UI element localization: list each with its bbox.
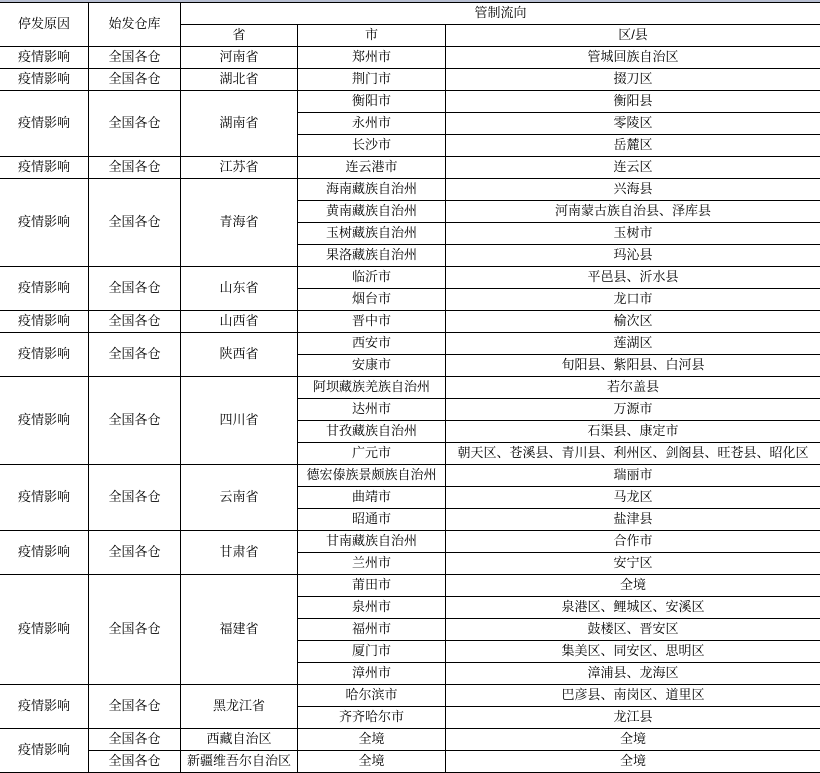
cell-city: 昭通市: [298, 509, 446, 531]
cell-district: 玉树市: [446, 223, 820, 245]
cell-province: 陕西省: [181, 333, 298, 377]
table-body: [0, 47, 820, 773]
shipping-restriction-table: [0, 2, 820, 773]
table-row: [0, 69, 820, 91]
cell-warehouse: 全国各仓: [89, 531, 181, 575]
cell-province: 山东省: [181, 267, 298, 311]
cell-warehouse: 全国各仓: [89, 333, 181, 377]
cell-city: 烟台市: [298, 289, 446, 311]
cell-district: 平邑县、沂水县: [446, 267, 820, 289]
cell-district: 全境: [446, 575, 820, 597]
cell-district: 莲湖区: [446, 333, 820, 355]
table-row: [0, 91, 820, 113]
cell-reason: 疫情影响: [0, 575, 89, 685]
cell-city: 果洛藏族自治州: [298, 245, 446, 267]
cell-city: 全境: [298, 751, 446, 773]
cell-province: 云南省: [181, 465, 298, 531]
cell-city: 临沂市: [298, 267, 446, 289]
cell-district: 连云区: [446, 157, 820, 179]
cell-city: 衡阳市: [298, 91, 446, 113]
table-row: [0, 575, 820, 597]
cell-reason: 疫情影响: [0, 179, 89, 267]
table-row: [0, 531, 820, 553]
cell-district: 岳麓区: [446, 135, 820, 157]
cell-city: 长沙市: [298, 135, 446, 157]
cell-district: 朝天区、苍溪县、青川县、利州区、剑阁县、旺苍县、昭化区: [446, 443, 820, 465]
cell-warehouse: 全国各仓: [89, 751, 181, 773]
cell-province: 江苏省: [181, 157, 298, 179]
cell-city: 全境: [298, 729, 446, 751]
cell-district: 巴彦县、南岗区、道里区: [446, 685, 820, 707]
table-header: [0, 3, 820, 47]
cell-district: 若尔盖县: [446, 377, 820, 399]
cell-city: 甘南藏族自治州: [298, 531, 446, 553]
cell-warehouse: 全国各仓: [89, 685, 181, 729]
cell-district: 马龙区: [446, 487, 820, 509]
cell-city: 福州市: [298, 619, 446, 641]
cell-district: 全境: [446, 751, 820, 773]
table-row: [0, 267, 820, 289]
cell-district: 掇刀区: [446, 69, 820, 91]
cell-district: 瑞丽市: [446, 465, 820, 487]
cell-city: 安康市: [298, 355, 446, 377]
cell-warehouse: 全国各仓: [89, 157, 181, 179]
cell-district: 龙江县: [446, 707, 820, 729]
cell-reason: 疫情影响: [0, 465, 89, 531]
cell-city: 荆门市: [298, 69, 446, 91]
cell-province: 新疆维吾尔自治区: [181, 751, 298, 773]
cell-warehouse: 全国各仓: [89, 465, 181, 531]
cell-province: 四川省: [181, 377, 298, 465]
cell-district: 漳浦县、龙海区: [446, 663, 820, 685]
cell-province: 河南省: [181, 47, 298, 69]
cell-province: 湖南省: [181, 91, 298, 157]
cell-city: 漳州市: [298, 663, 446, 685]
cell-district: 龙口市: [446, 289, 820, 311]
cell-district: 河南蒙古族自治县、泽库县: [446, 201, 820, 223]
cell-city: 达州市: [298, 399, 446, 421]
cell-city: 曲靖市: [298, 487, 446, 509]
cell-reason: 疫情影响: [0, 531, 89, 575]
table-row: [0, 179, 820, 201]
cell-district: 衡阳县: [446, 91, 820, 113]
cell-city: 郑州市: [298, 47, 446, 69]
cell-city: 厦门市: [298, 641, 446, 663]
header-flow: 管制流向: [181, 3, 820, 25]
cell-warehouse: 全国各仓: [89, 311, 181, 333]
table-row: [0, 465, 820, 487]
cell-city: 齐齐哈尔市: [298, 707, 446, 729]
cell-district: 管城回族自治区: [446, 47, 820, 69]
cell-reason: 疫情影响: [0, 333, 89, 377]
cell-city: 哈尔滨市: [298, 685, 446, 707]
cell-warehouse: 全国各仓: [89, 47, 181, 69]
cell-city: 阿坝藏族羌族自治州: [298, 377, 446, 399]
cell-warehouse: 全国各仓: [89, 179, 181, 267]
cell-warehouse: 全国各仓: [89, 575, 181, 685]
cell-district: 鼓楼区、晋安区: [446, 619, 820, 641]
cell-district: 榆次区: [446, 311, 820, 333]
cell-province: 福建省: [181, 575, 298, 685]
cell-city: 西安市: [298, 333, 446, 355]
cell-district: 旬阳县、紫阳县、白河县: [446, 355, 820, 377]
cell-warehouse: 全国各仓: [89, 267, 181, 311]
cell-reason: 疫情影响: [0, 311, 89, 333]
table-row: [0, 685, 820, 707]
cell-warehouse: 全国各仓: [89, 729, 181, 751]
cell-city: 泉州市: [298, 597, 446, 619]
table-row: [0, 377, 820, 399]
cell-district: 万源市: [446, 399, 820, 421]
cell-reason: 疫情影响: [0, 157, 89, 179]
table-row: [0, 751, 820, 773]
cell-reason: 疫情影响: [0, 69, 89, 91]
cell-city: 海南藏族自治州: [298, 179, 446, 201]
table-row: [0, 47, 820, 69]
cell-city: 晋中市: [298, 311, 446, 333]
cell-city: 德宏傣族景颇族自治州: [298, 465, 446, 487]
cell-province: 青海省: [181, 179, 298, 267]
cell-warehouse: 全国各仓: [89, 69, 181, 91]
cell-district: 石渠县、康定市: [446, 421, 820, 443]
cell-reason: 疫情影响: [0, 685, 89, 729]
cell-district: 安宁区: [446, 553, 820, 575]
header-row-1: [0, 3, 820, 25]
cell-province: 黑龙江省: [181, 685, 298, 729]
cell-city: 甘孜藏族自治州: [298, 421, 446, 443]
cell-reason: 疫情影响: [0, 91, 89, 157]
cell-province: 西藏自治区: [181, 729, 298, 751]
cell-warehouse: 全国各仓: [89, 377, 181, 465]
cell-district: 合作市: [446, 531, 820, 553]
cell-reason: 疫情影响: [0, 267, 89, 311]
cell-reason: 疫情影响: [0, 47, 89, 69]
cell-city: 永州市: [298, 113, 446, 135]
cell-district: 玛沁县: [446, 245, 820, 267]
cell-city: 兰州市: [298, 553, 446, 575]
cell-district: 兴海县: [446, 179, 820, 201]
cell-city: 黄南藏族自治州: [298, 201, 446, 223]
header-province: 省: [181, 25, 298, 47]
cell-reason: 疫情影响: [0, 377, 89, 465]
cell-district: 盐津县: [446, 509, 820, 531]
cell-city: 广元市: [298, 443, 446, 465]
header-district: 区/县: [446, 25, 820, 47]
table-row: [0, 729, 820, 751]
table-wrapper: [0, 2, 820, 773]
cell-district: 集美区、同安区、思明区: [446, 641, 820, 663]
cell-city: 莆田市: [298, 575, 446, 597]
table-row: [0, 157, 820, 179]
cell-province: 甘肃省: [181, 531, 298, 575]
cell-province: 湖北省: [181, 69, 298, 91]
table-row: [0, 333, 820, 355]
cell-district: 零陵区: [446, 113, 820, 135]
header-reason: 停发原因: [0, 3, 89, 47]
header-city: 市: [298, 25, 446, 47]
cell-province: 山西省: [181, 311, 298, 333]
header-warehouse: 始发仓库: [89, 3, 181, 47]
table-row: [0, 311, 820, 333]
cell-district: 全境: [446, 729, 820, 751]
cell-district: 泉港区、鲤城区、安溪区: [446, 597, 820, 619]
cell-warehouse: 全国各仓: [89, 91, 181, 157]
cell-city: 连云港市: [298, 157, 446, 179]
cell-reason: 疫情影响: [0, 729, 89, 773]
cell-city: 玉树藏族自治州: [298, 223, 446, 245]
